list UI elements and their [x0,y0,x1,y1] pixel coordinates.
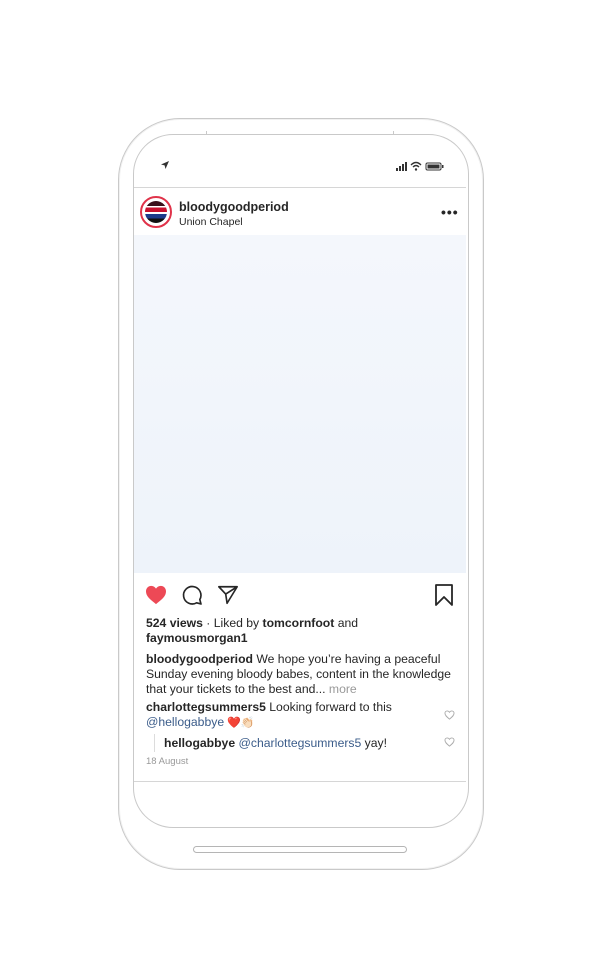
comment-mention[interactable]: @hellogabbye [146,715,225,729]
more-options-button[interactable]: ••• [441,204,459,220]
post-date: 18 August [146,756,189,767]
comment-like-icon[interactable] [444,710,455,720]
share-icon[interactable] [217,584,239,606]
comment-text: yay! [361,736,388,750]
caption-author[interactable]: bloodygoodperiod [146,652,253,666]
caption-text: We hope you’re having a peaceful Sunday evening bloody babes, content in the knowledge that your tickets to the best and... [146,652,451,696]
caption-more-link[interactable]: more [325,682,357,696]
comment [146,700,436,731]
comment-like-icon[interactable] [444,737,455,747]
post-divider [134,781,466,782]
heart-icon[interactable] [145,585,167,605]
comment-author[interactable]: charlottegsummers5 [146,700,266,714]
header-divider [134,187,466,188]
reply-thread-line [154,734,155,752]
comment-text: Looking forward to this [265,700,392,714]
likes-summary [146,616,460,646]
comment-author[interactable]: hellogabbye [164,736,236,750]
and-label: and [334,616,359,630]
liked-by-label: · Liked by [202,616,263,630]
location-arrow-icon [160,160,170,170]
comment-emoji: ❤️👏🏻 [224,717,255,729]
views-count[interactable]: 524 views [146,616,203,630]
avatar[interactable] [140,196,172,228]
comment-mention[interactable]: @charlottegsummers5 [235,736,362,750]
liker-username[interactable]: faymousmorgan1 [146,631,248,645]
bookmark-icon[interactable] [434,584,454,606]
post-image[interactable] [134,235,466,573]
home-indicator [193,846,407,853]
status-bar-icons [396,160,446,172]
liker-username[interactable]: tomcornfoot [262,616,335,630]
post-location[interactable]: Union Chapel [179,216,243,228]
comment-reply [164,736,444,751]
avatar-image [145,201,167,223]
comment-icon[interactable] [181,584,203,606]
post-caption [146,652,460,697]
post-username[interactable]: bloodygoodperiod [179,200,289,214]
